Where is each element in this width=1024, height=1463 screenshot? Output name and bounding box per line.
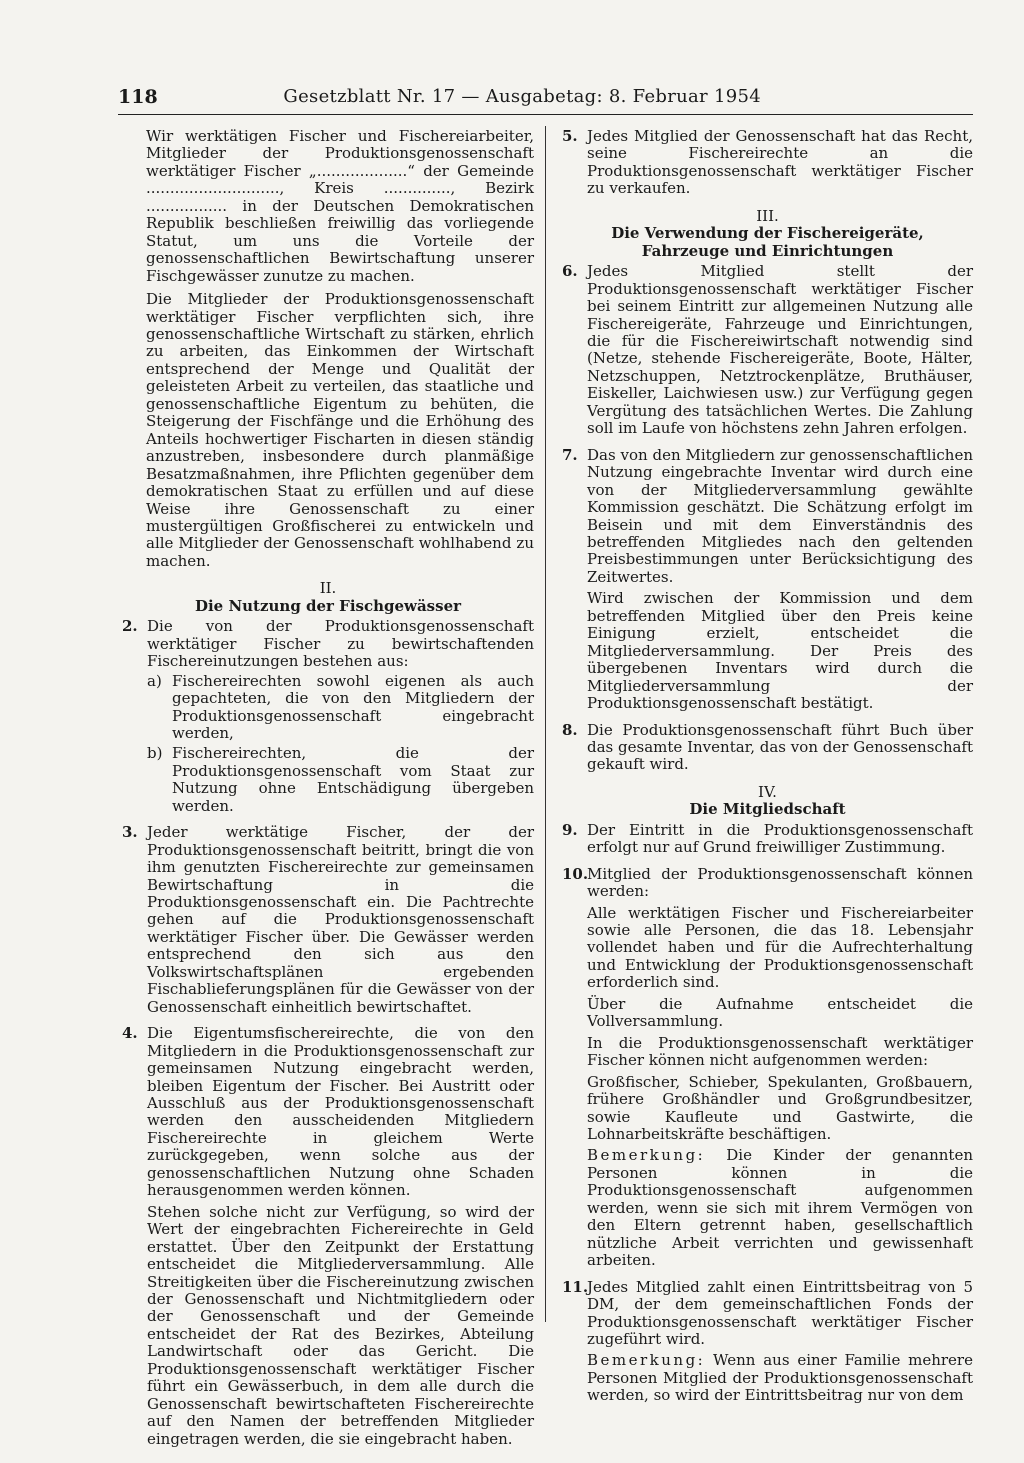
remark-label: Bemerkung: [587, 1351, 706, 1370]
article-number: 11. [562, 1277, 589, 1296]
remark-paragraph [587, 1352, 973, 1404]
article-continuation: Alle werktätigen Fischer und Fischereiarbeiter sowie alle Personen, die das 18. Lebensjahr vollendet haben und für die Aufrechterhaltung und Entwicklung der Produktionsgenossenschaft erforderlich sind. [587, 903, 973, 992]
section-title-line: Die Verwendung der Fischereigeräte, [611, 224, 924, 243]
article-7 [562, 447, 973, 713]
article-continuation: In die Produktionsgenossenschaft werktätiger Fischer können nicht aufgenommen werden: [587, 1033, 973, 1070]
article-text: Die von der Produktionsgenossenschaft werktätiger Fischer zu bewirtschaftenden Fischereinutzungen bestehen aus: [147, 617, 534, 671]
article-number: 9. [562, 820, 578, 839]
page-number: 118 [118, 86, 158, 108]
article-continuation: Stehen solche nicht zur Verfügung, so wird der Wert der eingebrachten Fichereirechte in Geld erstattet. Über den Zeitpunkt der Erstattung entscheidet die Mitgliederversammlung. Alle Streitigkeiten über die Fischereinutzung zwischen der Genossenschaft und Nichtmitgliedern oder der Genossenschaft und der Gemeinde entscheidet der Rat des Bezirkes, Abteilung Landwirtschaft oder das Gericht. Die Produktionsgenossenschaft werktätiger Fischer führt ein Gewässerbuch, in dem alle durch die Genossenschaft bewirtschafteten Fischereirechte auf den Namen der betreffenden Mitglieder eingetragen werden, die sie eingebracht haben. [147, 1202, 534, 1448]
sub-item-letter: b) [147, 744, 163, 763]
article-2a [147, 673, 534, 743]
article-8 [562, 722, 973, 774]
article-text: Die Produktionsgenossenschaft führt Buch über das gesamte Inventar, das von der Genossenschaft gekauft wird. [587, 720, 973, 774]
article-text: Der Eintritt in die Produktionsgenossenschaft erfolgt nur auf Grund freiwilliger Zustimmung. [587, 820, 973, 857]
article-2 [122, 618, 534, 815]
section-title-line: Fahrzeuge und Einrichtungen [641, 241, 894, 260]
article-number: 8. [562, 720, 578, 739]
section-title: Die Nutzung der Fischgewässer [194, 596, 462, 615]
remark-label: Bemerkung: [587, 1146, 706, 1165]
article-9 [562, 822, 973, 857]
article-11 [562, 1279, 973, 1405]
article-text: Mitglied der Produktionsgenossenschaft können werden: [587, 864, 973, 901]
article-4 [122, 1025, 534, 1448]
section-title [562, 225, 973, 260]
remark-paragraph [587, 1147, 973, 1269]
article-text: Jedes Mitglied der Genossenschaft hat das Recht, seine Fischereirechte an die Produktionsgenossenschaft werktätiger Fischer zu verkaufen. [587, 127, 973, 198]
article-number: 3. [122, 823, 138, 842]
article-number: 6. [562, 262, 578, 281]
page-header [118, 84, 973, 115]
column-divider [545, 126, 546, 1322]
sub-item-letter: a) [147, 671, 162, 690]
article-number: 10. [562, 864, 589, 883]
preamble-paragraph: Wir werktätigen Fischer und Fischereiarbeiter, Mitglieder der Produktionsgenossenschaft werktätiger Fischer „...................“ der Gemeinde ............................, Kreis .............., Bezirk ................. in der Deutschen Demokratischen Republik beschließen freiwillig das vorliegende Statut, um uns die Vorteile der genossenschaftlichen Bewirtschaftung unserer Fischgewässer zunutze zu machen. [146, 127, 534, 285]
article-text: Jeder werktätige Fischer, der der Produktionsgenossenschaft beitritt, bringt die von ihm genutzten Fischereirechte zur gemeinsamen Bewirtschaftung in die Produktionsgenossenschaft ein. Die Pachtrechte gehen auf die Produktionsgenossenschaft werktätiger Fischer über. Die Gewässer werden entsprechend den sich aus den Volkswirtschaftsplänen ergebenden Fischablieferungsplänen für die Gewässer von der Genossenschaft einheitlich bewirtschaftet. [147, 823, 534, 1016]
right-column [562, 128, 973, 1414]
section-number: II. [319, 579, 337, 598]
article-number: 7. [562, 445, 578, 464]
article-text: Die Eigentumsfischereirechte, die von den Mitgliedern in die Produktionsgenossenschaft zur gemeinsamen Nutzung eingebracht werden, bleiben Eigentum der Fischer. Bei Austritt oder Ausschluß aus der Produktionsgenossenschaft werden den ausscheidenden Mitgliedern Fischereirechte in gleichem Werte zurückgegeben, wenn solche aus der genossenschaftlichen Nutzung ohne Schaden herausgenommen werden können. [147, 1024, 534, 1200]
article-continuation: Über die Aufnahme entscheidet die Vollversammlung. [587, 994, 973, 1031]
article-number: 5. [562, 127, 578, 145]
left-column [122, 128, 534, 1457]
article-3 [122, 824, 534, 1016]
article-number: 4. [122, 1024, 138, 1043]
article-text: Das von den Mitgliedern zur genossenschaftlichen Nutzung eingebrachte Inventar wird durch eine von der Mitgliederversammlung gewählte Kommission geschätzt. Die Schätzung erfolgt im Beisein und mit dem Einverständnis des betreffenden Mitgliedes nach den geltenden Preisbestimmungen unter Berücksichtigung des Zeitwertes. [587, 445, 973, 586]
section-number: III. [756, 206, 779, 225]
article-number: 2. [122, 617, 138, 636]
article-text: Jedes Mitglied zahlt einen Eintrittsbeitrag von 5 DM, der dem gemeinschaftlichen Fonds der Produktionsgenossenschaft werktätiger Fischer zugeführt wird. [587, 1277, 973, 1348]
section-title: Die Mitgliedschaft [689, 800, 846, 819]
obligations-paragraph: Die Mitglieder der Produktionsgenossenschaft werktätiger Fischer verpflichten sich, ihre genossenschaftliche Wirtschaft zu stärken, ehrlich zu arbeiten, das Einkommen der Wirtschaft entsprechend der Menge und Qualität der geleisteten Arbeit zu verteilen, das staatliche und genossenschaftliche Eigentum zu behüten, die Steigerung der Fischfänge und die Erhöhung des Anteils hochwertiger Fischarten in diesen ständig anzustreben, insbesondere durch planmäßige Besatzmaßnahmen, ihre Pflichten gegenüber dem demokratischen Staat zu erfüllen und auf diese Weise ihre Genossenschaft zu einer mustergültigen Großfischerei zu entwickeln und alle Mitglieder der Genossenschaft wohlhabend zu machen. [146, 290, 534, 570]
article-6 [562, 263, 973, 438]
sub-item-text: Fischereirechten sowohl eigenen als auch gepachteten, die von den Mitgliedern der Produktionsgenossenschaft eingebracht werden, [172, 671, 534, 742]
article-5 [562, 128, 973, 198]
article-text: Jedes Mitglied stellt der Produktionsgenossenschaft werktätiger Fischer bei seinem Eintritt zur allgemeinen Nutzung alle Fischereigeräte, Fahrzeuge und Einrichtungen, die für die Fischereiwirtschaft notwendig sind (Netze, stehende Fischereigeräte, Boote, Hälter, Netzschuppen, Netztrockenplätze, Bruthäuser, Eiskeller, Laichwiesen usw.) zur Verfügung gegen Vergütung des tatsächlichen Wertes. Die Zahlung soll im Laufe von höchstens zehn Jahren erfolgen. [587, 262, 973, 438]
gazette-title: Gesetzblatt Nr. 17 — Ausgabetag: 8. Februar 1954 [283, 86, 761, 107]
remark-text: Wenn aus einer Familie mehrere Personen Mitglied der Produktionsgenossenschaft werden, so wird der Eintrittsbeitrag nur von dem [587, 1351, 973, 1405]
section-number: IV. [758, 782, 777, 801]
sub-item-text: Fischereirechten, die der Produktionsgenossenschaft vom Staat zur Nutzung ohne Entschädigung übergeben werden. [172, 744, 534, 815]
article-2b [147, 745, 534, 815]
article-continuation: Großfischer, Schieber, Spekulanten, Großbauern, frühere Großhändler und Großgrundbesitzer, sowie Kaufleute und Gastwirte, die Lohnarbeitskräfte beschäftigen. [587, 1072, 973, 1144]
remark-text: Die Kinder der genannten Personen können in die Produktionsgenossenschaft aufgenommen werden, wenn sie sich mit ihrem Vermögen von den Eltern getrennt haben, gesellschaftlich nützliche Arbeit verrichten und gewissenhaft arbeiten. [587, 1146, 973, 1270]
article-continuation: Wird zwischen der Kommission und dem betreffenden Mitglied über den Preis keine Einigung erzielt, entscheidet die Mitgliederversammlung. Der Preis des übergebenen Inventars wird durch die Mitgliederversammlung der Produktionsgenossenschaft bestätigt. [587, 589, 973, 713]
article-10 [562, 866, 973, 1270]
